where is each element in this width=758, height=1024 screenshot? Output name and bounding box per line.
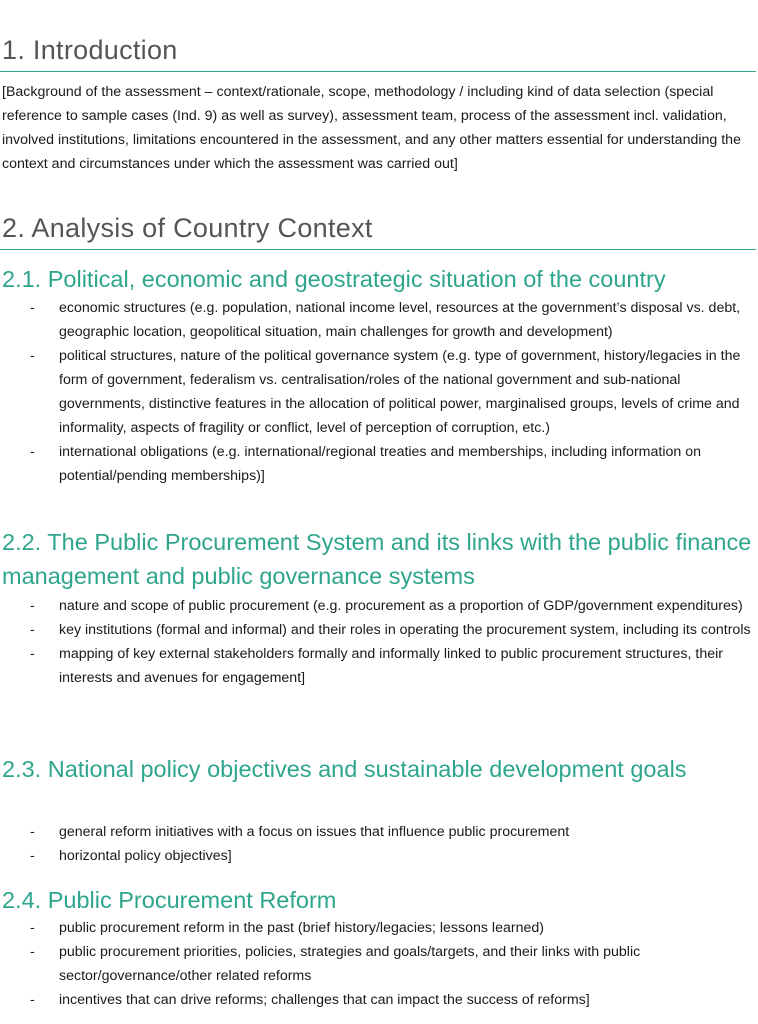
section-1-heading: 1. Introduction — [2, 35, 178, 65]
bullet-dash: - — [30, 848, 35, 864]
subsection-2-1-heading: 2.1. Political, economic and geostrategic situation of the country — [2, 266, 666, 292]
list-item — [0, 618, 758, 642]
subsection-2-2-list — [0, 594, 758, 690]
list-item — [0, 642, 758, 690]
list-item — [0, 296, 758, 344]
subsection-2-3-heading: 2.3. National policy objectives and sustainable development goals — [2, 756, 687, 782]
list-item — [0, 988, 758, 1012]
subsection-2-4-list — [0, 916, 758, 1012]
bullet-dash: - — [30, 444, 35, 460]
section-2-rule — [0, 249, 756, 250]
bullet-dash: - — [30, 944, 35, 960]
subsection-2-4-heading: 2.4. Public Procurement Reform — [2, 887, 337, 913]
list-item-text: public procurement priorities, policies, strategies and goals/targets, and their links with public sector/governance/other related reforms — [59, 944, 641, 984]
list-item — [0, 916, 758, 940]
bullet-dash: - — [30, 992, 35, 1008]
section-1-rule — [0, 71, 756, 72]
list-item — [0, 440, 758, 488]
bullet-dash: - — [30, 646, 35, 662]
bullet-dash: - — [30, 300, 35, 316]
list-item-text: incentives that can drive reforms; challenges that can impact the success of reforms] — [59, 992, 590, 1008]
introduction-paragraph: [Background of the assessment – context/rationale, scope, methodology / including kind of data selection (special reference to sample cases (Ind. 9) as well as survey), assessment team, process of the assessment incl. validation, involved institutions, limitations encountered in the assessment, and any other matters essential for understanding the context and circumstances under which the assessment was carried out] — [2, 84, 741, 172]
list-item-text: nature and scope of public procurement (e.g. procurement as a proportion of GDP/government expenditures) — [59, 598, 743, 614]
list-item-text: public procurement reform in the past (brief history/legacies; lessons learned) — [59, 920, 544, 936]
list-item-text: economic structures (e.g. population, national income level, resources at the government’s disposal vs. debt, geographic location, geopolitical situation, main challenges for growth and development) — [59, 300, 741, 340]
list-item — [0, 844, 758, 868]
list-item-text: mapping of key external stakeholders formally and informally linked to public procurement structures, their interests and avenues for engagement] — [59, 646, 723, 686]
list-item — [0, 820, 758, 844]
bullet-dash: - — [30, 348, 35, 364]
list-item-text: international obligations (e.g. international/regional treaties and memberships, including information on potential/pending memberships)] — [59, 444, 701, 484]
list-item-text: political structures, nature of the political governance system (e.g. type of government, history/legacies in the form of government, federalism vs. centralisation/roles of the national government and sub-national governments, distinctive features in the allocation of political power, marginalised groups, levels of crime and informality, aspects of fragility or conflict, level of perception of corruption, etc.) — [59, 348, 741, 436]
subsection-2-2-heading: 2.2. The Public Procurement System and its links with the public finance management and public governance systems — [2, 529, 752, 589]
list-item-text: general reform initiatives with a focus on issues that influence public procurement — [59, 824, 570, 840]
bullet-dash: - — [30, 920, 35, 936]
list-item-text: key institutions (formal and informal) and their roles in operating the procurement system, including its controls — [59, 622, 751, 638]
list-item — [0, 940, 758, 988]
subsection-2-1-list — [0, 296, 758, 488]
subsection-2-3-list — [0, 820, 758, 868]
list-item — [0, 344, 758, 440]
list-item — [0, 594, 758, 618]
bullet-dash: - — [30, 622, 35, 638]
section-2-heading: 2. Analysis of Country Context — [2, 213, 373, 243]
bullet-dash: - — [30, 824, 35, 840]
list-item-text: horizontal policy objectives] — [59, 848, 232, 864]
bullet-dash: - — [30, 598, 35, 614]
